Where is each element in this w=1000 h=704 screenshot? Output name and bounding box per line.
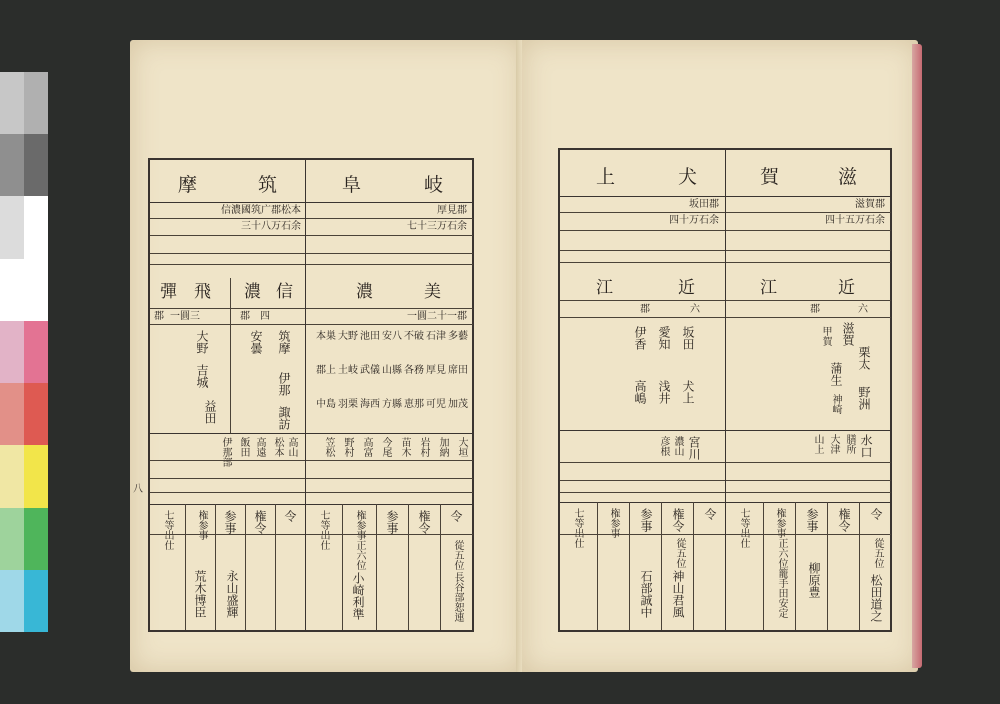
color-column: [24, 72, 48, 632]
district: 加茂: [448, 399, 468, 410]
office-header: 権参事: [196, 510, 207, 540]
district: 羽栗: [338, 399, 358, 410]
gray-swatch: [0, 72, 24, 134]
official-name: 柳原豊: [807, 562, 821, 598]
office-header: 令: [703, 508, 717, 520]
official-name: 石部誠中: [639, 570, 653, 618]
district-count-left: 一圓三: [170, 311, 200, 322]
town: 大津: [828, 434, 839, 454]
district: 伊那: [277, 372, 291, 396]
office-header: 令: [449, 510, 463, 522]
town: 濃山: [672, 436, 683, 456]
color-swatch: [24, 321, 48, 383]
district-count: 一圓二十一郡: [407, 311, 467, 322]
district: 犬上: [681, 380, 695, 404]
official-name: 小崎利準: [351, 572, 365, 620]
rice-line: 三十八万石余: [241, 221, 301, 232]
official-name: 松田道之: [869, 574, 883, 622]
town: 今尾: [380, 437, 391, 457]
district: 益田: [203, 400, 217, 424]
district-count-right-unit: 郡: [240, 311, 250, 322]
color-swatch: [24, 259, 48, 321]
grayscale-column: [0, 72, 24, 632]
color-swatch: [24, 72, 48, 134]
district-count-right: 四: [260, 311, 270, 322]
official-rank: 正六位: [354, 540, 365, 570]
district-count-unit: 郡: [640, 304, 650, 315]
official-name: 神山君風: [671, 570, 685, 618]
color-swatch: [24, 508, 48, 570]
town: 高遠: [254, 437, 265, 457]
office-header: 参事: [385, 510, 399, 534]
district: 各務: [404, 365, 424, 376]
office-header: 権令: [837, 508, 851, 532]
office-header: 権令: [671, 508, 685, 532]
office-header: 権令: [417, 510, 431, 534]
province-sub-left: 江: [760, 278, 777, 298]
office-header: 権参事: [774, 508, 785, 538]
town: 宮川: [687, 436, 701, 460]
town: 笠松: [323, 437, 334, 457]
town: 飯田: [238, 437, 249, 457]
province-sub-left2: 彈: [160, 282, 177, 302]
left-page: [130, 40, 522, 672]
district-count-left-unit: 郡: [154, 311, 164, 322]
province-sub-mid: 濃: [244, 282, 261, 302]
gray-swatch: [0, 196, 24, 258]
official-rank: 從五位: [452, 540, 463, 570]
official-rank: 從五位: [872, 538, 883, 568]
district: 坂田: [681, 326, 695, 350]
province-sub-right: 美: [424, 282, 441, 302]
district: 武儀: [360, 365, 380, 376]
district-count-unit: 郡: [810, 304, 820, 315]
town: 苗木: [399, 437, 410, 457]
district: 吉城: [195, 364, 209, 388]
official-name: 永山盛輝: [225, 570, 239, 618]
page-number: 八: [133, 484, 143, 495]
district: 大野: [338, 331, 358, 342]
rice-line: 七十三万石余: [407, 221, 467, 232]
prefecture-title-right: 滋: [838, 166, 858, 188]
province-sub-right: 信: [276, 282, 293, 302]
province-sub-right: 近: [838, 278, 855, 298]
gray-swatch: [0, 383, 24, 445]
town: 伊那部: [220, 437, 231, 467]
prefecture-title-left: 上: [596, 166, 616, 188]
district: 可児: [426, 399, 446, 410]
district: 大野: [195, 330, 209, 354]
town: 加納: [437, 437, 448, 457]
district: 高嶋: [633, 380, 647, 404]
town: 野村: [342, 437, 353, 457]
seat-line: 滋賀郡: [855, 199, 885, 210]
district: 厚見: [426, 365, 446, 376]
gray-swatch: [0, 445, 24, 507]
province-sub-left: 濃: [356, 282, 373, 302]
right-page: [522, 40, 918, 672]
prefecture-title-right: 犬: [678, 166, 698, 188]
office-header: 七等出仕: [318, 510, 329, 550]
office-header: 参事: [805, 508, 819, 532]
panel-chikuma: [150, 160, 305, 630]
office-header: 七等出仕: [572, 508, 583, 548]
gray-swatch: [0, 508, 24, 570]
prefecture-title-left: 阜: [342, 174, 362, 196]
page-edge: [912, 44, 922, 668]
panel-shiga: [725, 150, 891, 630]
province-sub-right: 近: [678, 278, 695, 298]
district: 浅井: [657, 380, 671, 404]
district: 方縣: [382, 399, 402, 410]
district: 本巣: [316, 331, 336, 342]
town: 大垣: [456, 437, 467, 457]
district: 甲賀: [820, 326, 831, 346]
district: 愛知: [657, 326, 671, 350]
official-rank: 正六位: [776, 538, 787, 568]
district: 野洲: [857, 386, 871, 410]
district: 神崎: [830, 394, 841, 414]
office-header: 権令: [253, 510, 267, 534]
district: 筑摩: [277, 330, 291, 354]
color-swatch: [24, 445, 48, 507]
district: 海西: [360, 399, 380, 410]
official-rank: 從五位: [674, 538, 685, 568]
district: 山縣: [382, 365, 402, 376]
prefecture-title-right: 岐: [424, 174, 444, 196]
town: 彦根: [658, 436, 669, 456]
district: 多藝: [448, 331, 468, 342]
district: 中島: [316, 399, 336, 410]
color-swatch: [24, 383, 48, 445]
color-swatch: [24, 196, 48, 258]
gray-swatch: [0, 570, 24, 632]
official-name: 荒木博臣: [193, 570, 207, 618]
panel-gifu: [305, 160, 473, 630]
district: 滋賀: [841, 322, 855, 346]
district: 伊香: [633, 326, 647, 350]
office-header: 令: [283, 510, 297, 522]
district: 安八: [382, 331, 402, 342]
town: 高山: [286, 437, 297, 457]
rice-line: 四十五万石余: [825, 215, 885, 226]
prefecture-title-left: 賀: [760, 166, 780, 188]
town: 松本: [272, 437, 283, 457]
gray-swatch: [0, 259, 24, 321]
seat-line: 厚見郡: [437, 205, 467, 216]
province-sub-left: 江: [596, 278, 613, 298]
district: 土岐: [338, 365, 358, 376]
district: 不破: [404, 331, 424, 342]
office-header: 七等出仕: [738, 508, 749, 548]
town: 山上: [812, 434, 823, 454]
district: 諏訪: [277, 406, 291, 430]
office-header: 参事: [223, 510, 237, 534]
prefecture-title-right: 筑: [258, 174, 278, 196]
office-header: 権参事: [354, 510, 365, 540]
district: 池田: [360, 331, 380, 342]
town: 高富: [361, 437, 372, 457]
district-count: 六: [690, 304, 700, 315]
office-header: 権参事: [608, 508, 619, 538]
district: 石津: [426, 331, 446, 342]
office-header: 参事: [639, 508, 653, 532]
district: 蒲生: [829, 362, 843, 386]
district: 安曇: [249, 330, 263, 354]
gray-swatch: [0, 321, 24, 383]
town: 岩村: [418, 437, 429, 457]
town: 水口: [859, 434, 873, 458]
district: 郡上: [316, 365, 336, 376]
district: 席田: [448, 365, 468, 376]
office-header: 七等出仕: [162, 510, 173, 550]
official-name: 籠手田安定: [776, 568, 787, 618]
right-page-table: [558, 148, 892, 632]
color-calibration-bar: [0, 72, 48, 632]
official-name: 長谷部恕連: [452, 572, 463, 622]
seat-line: 信濃國筑广郡松本: [221, 205, 301, 216]
district-count: 六: [858, 304, 868, 315]
province-sub-left1: 飛: [194, 282, 211, 302]
office-header: 令: [869, 508, 883, 520]
panel-inukami: [560, 150, 725, 630]
prefecture-title-left: 摩: [178, 174, 198, 196]
rice-line: 四十万石余: [669, 215, 719, 226]
district: 恵那: [404, 399, 424, 410]
seat-line: 坂田郡: [689, 199, 719, 210]
gray-swatch: [0, 134, 24, 196]
left-page-table: [148, 158, 474, 632]
town: 膳所: [844, 434, 855, 454]
district: 栗太: [857, 346, 871, 370]
color-swatch: [24, 570, 48, 632]
color-swatch: [24, 134, 48, 196]
